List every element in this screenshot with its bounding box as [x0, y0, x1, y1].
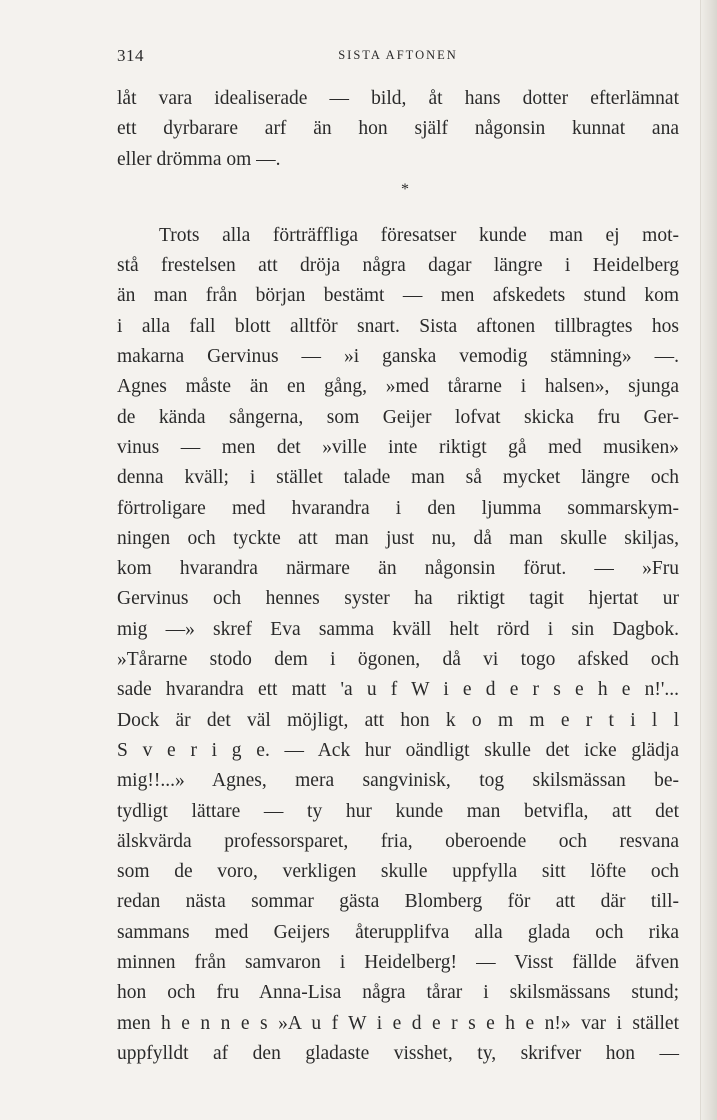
text-line: uppfylldt af den gladaste visshet, ty, skrifver hon —	[117, 1042, 679, 1064]
text-line: denna kväll; i stället talade man så mycket längre och	[117, 467, 679, 489]
text-line: makarna Gervinus — »i ganska vemodig stämning» —.	[117, 346, 679, 368]
text-line: mig —» skref Eva samma kväll helt rörd i sin Dagbok.	[117, 618, 679, 640]
text-line: än man från början bestämt — men afskedets stund kom	[117, 285, 679, 307]
text-line: »Tårarne stodo dem i ögonen, då vi togo afsked och	[117, 649, 679, 671]
text-line: sade hvarandra ett matt 'a u f W i e d e r s e h e n!'...	[117, 679, 679, 701]
text-line: i alla fall blott alltför snart. Sista aftonen tillbragtes hos	[117, 315, 679, 337]
page-edge	[700, 0, 717, 1120]
text-line: kom hvarandra närmare än någonsin förut. — »Fru	[117, 558, 679, 580]
text-line: Trots alla förträffliga föresatser kunde man ej mot-	[159, 224, 679, 246]
text-line: ningen och tyckte att man just nu, då man skulle skiljas,	[117, 527, 679, 549]
text-line: men h e n n e s »A u f W i e d e r s e h e n!» var i stället	[117, 1012, 679, 1034]
text-line: Gervinus och hennes syster ha riktigt tagit hjertat ur	[117, 588, 679, 610]
paragraph-2	[117, 221, 679, 1069]
paragraph-1	[117, 84, 679, 175]
page-header	[117, 46, 679, 72]
text-line: de kända sångerna, som Geijer lofvat skicka fru Ger-	[117, 406, 679, 428]
text-line: hon och fru Anna-Lisa några tårar i skilsmässans stund;	[117, 982, 679, 1004]
text-line: låt vara idealiserade — bild, åt hans dotter efterlämnat	[117, 88, 679, 109]
text-line: minnen från samvaron i Heidelberg! — Visst fällde äfven	[117, 952, 679, 974]
text-line: som de voro, verkligen skulle uppfylla sitt löfte och	[117, 861, 679, 883]
text-line: vinus — men det »ville inte riktigt gå med musiken»	[117, 436, 679, 458]
body-text	[117, 84, 679, 1069]
text-line: tydligt lättare — ty hur kunde man betvifla, att det	[117, 800, 679, 822]
text-line: älskvärda professorsparet, fria, oberoende och resvana	[117, 830, 679, 852]
text-line: Dock är det väl möjligt, att hon k o m m e r t i l l	[117, 709, 679, 731]
text-line: redan nästa sommar gästa Blomberg för att där till-	[117, 891, 679, 913]
text-line: förtroligare med hvarandra i den ljumma sommarskym-	[117, 497, 679, 519]
text-line: stå frestelsen att dröja några dagar längre i Heidelberg	[117, 255, 679, 277]
section-separator: *	[401, 180, 409, 198]
text-line: eller drömma om —.	[117, 148, 281, 170]
text-line: Agnes måste än en gång, »med tårarne i halsen», sjunga	[117, 376, 679, 398]
text-line: ett dyrbarare arf än hon själf någonsin kunnat ana	[117, 118, 679, 140]
text-line: S v e r i g e. — Ack hur oändligt skulle det icke glädja	[117, 739, 679, 761]
text-line: mig!!...» Agnes, mera sangvinisk, tog skilsmässan be-	[117, 770, 679, 792]
text-line: sammans med Geijers återupplifva alla glada och rika	[117, 921, 679, 943]
running-title: SISTA AFTONEN	[338, 48, 458, 62]
page-number: 314	[117, 46, 144, 65]
